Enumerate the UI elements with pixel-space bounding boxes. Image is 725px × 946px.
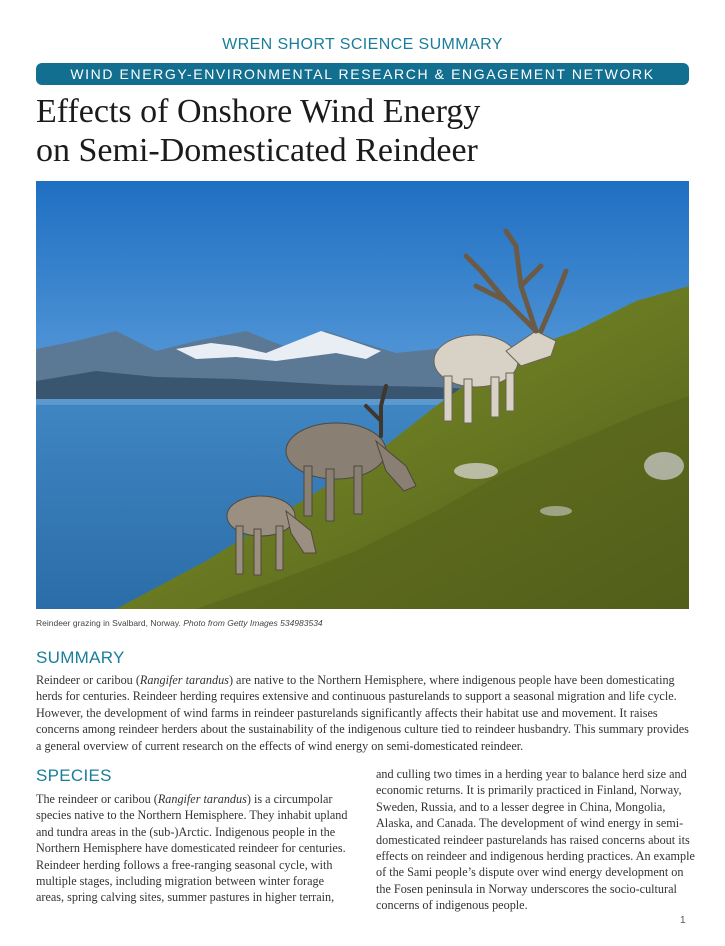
species-line: Northern Hemisphere have domesticated reindeer for centuries. [36,841,346,856]
summary-line: herds for centuries. Reindeer herding requires extensive and continuous pasturelands to support a seasonal migration and life cycle. [36,689,677,704]
species-line: economic returns. It is primarily practiced in Finland, Norway, [376,783,682,798]
title-line-1: Effects of Onshore Wind Energy [36,93,481,130]
species-line: species native to the Northern Hemisphere. They inhabit upland [36,808,348,823]
summary-paragraph [36,672,689,754]
summary-line: Reindeer or caribou (Rangifer tarandus) are native to the Northern Hemisphere, where indigenous people have been domesticating [36,673,675,687]
page-number: 1 [680,915,686,926]
species-line: and tundra areas in the (sub-)Arctic. Indigenous people in the [36,824,336,839]
species-line: concerns of indigenous people. [376,898,528,913]
photo-caption [36,618,323,628]
title-line-2: on Semi-Domesticated Reindeer [36,132,478,169]
species-line: Reindeer herding follows a free-ranging seasonal cycle, with [36,857,333,872]
species-line: The reindeer or caribou (Rangifer tarandus) is a circumpolar [36,792,333,806]
summary-line: a general overview of current research on the effects of wind energy on semi-domesticated reindeer. [36,738,524,753]
species-line: effects on reindeer and indigenous herding practices. An example [376,849,695,864]
caption-text: Reindeer grazing in Svalbard, Norway. [36,618,181,628]
summary-heading: SUMMARY [36,648,125,667]
species-line: multiple stages, including migration between winter forage [36,874,325,889]
series-kicker: WREN SHORT SCIENCE SUMMARY [222,36,503,53]
species-line: areas, spring calving sites, summer pastures in higher terrain, [36,890,335,905]
species-line: Sweden, Russia, and to a lesser degree in China, Mongolia, [376,799,666,814]
species-heading: SPECIES [36,766,112,785]
species-column-2 [376,766,694,914]
network-banner: WIND ENERGY-ENVIRONMENTAL RESEARCH & ENGAGEMENT NETWORK [36,63,689,85]
reindeer-photo [36,181,689,609]
photo-credit: Photo from Getty Images 534983534 [183,618,323,628]
species-line: domesticated reindeer pasturelands has raised concerns about its [376,832,690,847]
reindeer-photo-illustration [36,181,689,609]
species-line: of the Sami people’s dispute over wind energy development on [376,865,684,880]
species-column-1 [36,791,354,906]
page-title [36,92,696,170]
species-line: Alaska, and Canada. The development of wind energy in semi- [376,816,684,831]
summary-line: concerns among reindeer herders about the sustainability of the indigenous culture tied to reindeer husbandry. This summary provides [36,722,689,737]
species-line: the Fosen peninsula in Norway underscores the socio-cultural [376,881,677,896]
summary-line: However, the development of wind farms in reindeer pasturelands significantly affects their habitat use and movement. It raises [36,705,658,720]
species-line: and culling two times in a herding year to balance herd size and [376,767,687,781]
